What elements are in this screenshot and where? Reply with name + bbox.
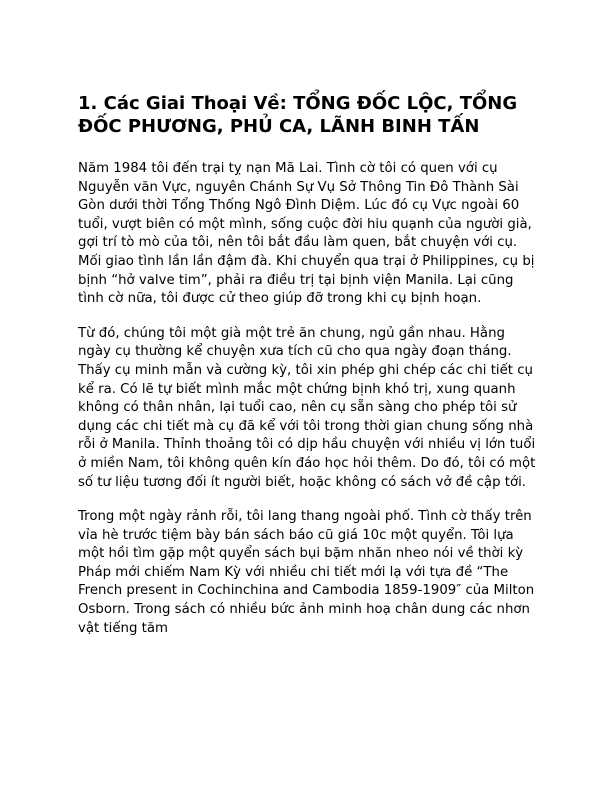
paragraph: Trong một ngày rảnh rỗi, tôi lang thang ngoài phố. Tình cờ thấy trên vỉa hè trước tiệm bày bán sách báo cũ giá 10c một quyển. Tôi lựa một hồi tìm gặp một quyển sách bụi bặm nhăn nheo nói về thời kỳ Pháp mới chiếm Nam Kỳ với nhiều chi tiết mới lạ với tựa đề “The French present in Cochinchina and Cambodia 1859-1909″ của Milton Osborn. Trong sách có nhiều bức ảnh minh hoạ chân dung các nhơn vật tiếng tăm (78, 509, 535, 636)
paragraph: Từ đó, chúng tôi một già một trẻ ăn chung, ngủ gần nhau. Hằng ngày cụ thường kể chuyện xưa tích cũ cho qua ngày đoạn tháng. Thấy cụ minh mẫn và cường kỳ, tôi xin phép ghi chép các chi tiết cụ kể ra. Có lẽ tự biết mình mắc một chứng bịnh khó trị, xung quanh không có thân nhân, lại tuổi cao, nên cụ sẵn sàng cho phép tôi sử dụng các chi tiết mà cụ đã kể với tôi trong thời gian chung sống nhà rỗi ở Manila. Thỉnh thoảng tôi có dịp hầu chuyện với nhiều vị lớn tuổi ở miền Nam, tôi không quên kín đáo học hỏi thêm. Do đó, tôi có một số tư liệu tương đối ít người biết, hoặc không có sách vở đề cập tới. (78, 325, 536, 490)
section-heading: 1. Các Giai Thoại Về: TỔNG ĐỐC LỘC, TỔNG ĐỐC PHƯƠNG, PHỦ CA, LÃNH BINH TẤN (78, 93, 518, 137)
document-body (78, 92, 538, 654)
paragraph: Năm 1984 tôi đến trại tỵ nạn Mã Lai. Tình cờ tôi có quen với cụ Nguyễn văn Vực, nguyên Chánh Sự Vụ Sở Thông Tin Đô Thành Sài Gòn dưới thời Tổng Thống Ngô Đình Diệm. Lúc đó cụ Vực ngoài 60 tuổi, vượt biên có một mình, sống cuộc đời hiu quạnh của người già, gợi trí tò mò của tôi, nên tôi bắt đầu làm quen, bắt chuyện với cụ. Mối giao tình lần lần đậm đà. Khi chuyển qua trại ở Philippines, cụ bị bịnh “hở valve tim”, phải ra điều trị tại bịnh viện Manila. Lại cũng tình cờ nữa, tôi được cử theo giúp đỡ trong khi cụ bịnh hoạn. (78, 161, 535, 307)
